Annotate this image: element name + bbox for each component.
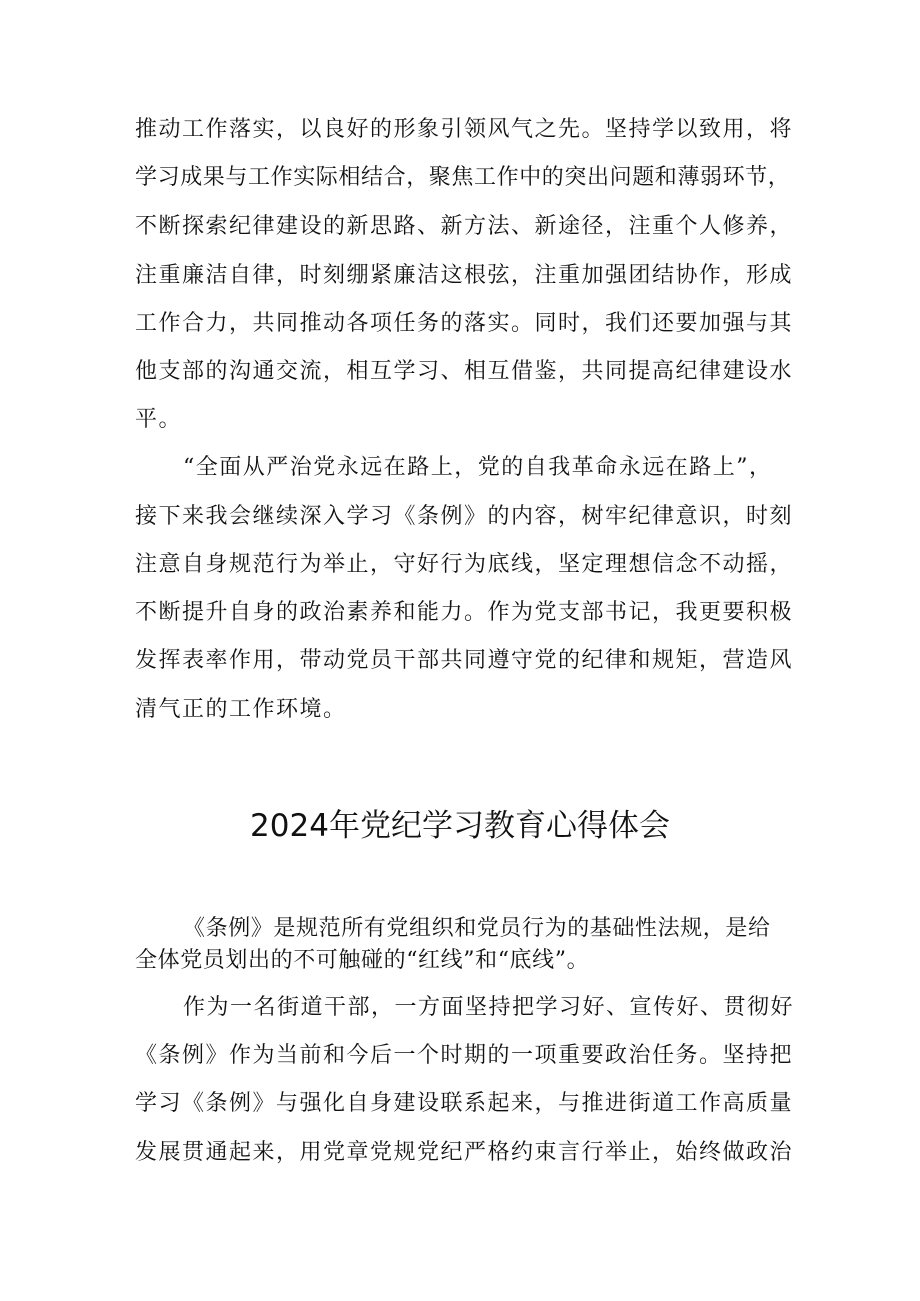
paragraph-line: 他支部的沟通交流，相互学习、相互借鉴，共同提高纪律建设水 (135, 359, 794, 384)
paragraph-line: 注意自身规范行为举止，守好行为底线，坚定理想信念不动摇， (135, 552, 794, 577)
paragraph-line: 不断提升自身的政治素养和能力。作为党支部书记，我更要积极 (135, 600, 794, 625)
paragraph-line: 注重廉洁自律，时刻绷紧廉洁这根弦，注重加强团结协作，形成 (135, 263, 794, 288)
paragraph-line: 作为一名街道干部，一方面坚持把学习好、宣传好、贯彻好 (183, 995, 795, 1020)
paragraph-line: 推动工作落实，以良好的形象引领风气之先。坚持学以致用，将 (135, 117, 794, 142)
paragraph-line: 平。 (135, 407, 183, 432)
paragraph-line: 发展贯通起来，用党章党规党纪严格约束言行举止，始终做政治 (135, 1140, 794, 1165)
paragraph-line: 学习成果与工作实际相结合，聚焦工作中的突出问题和薄弱环节， (135, 165, 791, 190)
paragraph-line: 工作合力，共同推动各项任务的落实。同时，我们还要加强与其 (135, 311, 794, 336)
paragraph-line: 清气正的工作环境。 (135, 697, 347, 722)
paragraph-line: 接下来我会继续深入学习《条例》的内容，树牢纪律意识，时刻 (135, 504, 794, 529)
section-title: 2024年党纪学习教育心得体会 (250, 808, 670, 844)
paragraph-line: 《条例》是规范所有党组织和党员行为的基础性法规，是给 (183, 916, 771, 941)
paragraph-line: 不断探索纪律建设的新思路、新方法、新途径，注重个人修养， (135, 214, 794, 239)
paragraph-line: 全体党员划出的不可触碰的“红线”和“底线”。 (135, 948, 590, 973)
paragraph-line: “全面从严治党永远在路上，党的自我革命永远在路上”， (183, 455, 773, 480)
paragraph-line: 发挥表率作用，带动党员干部共同遵守党的纪律和规矩，营造风 (135, 648, 794, 673)
paragraph-line: 学习《条例》与强化自身建设联系起来，与推进街道工作高质量 (135, 1091, 794, 1116)
paragraph-line: 《条例》作为当前和今后一个时期的一项重要政治任务。坚持把 (135, 1043, 794, 1068)
